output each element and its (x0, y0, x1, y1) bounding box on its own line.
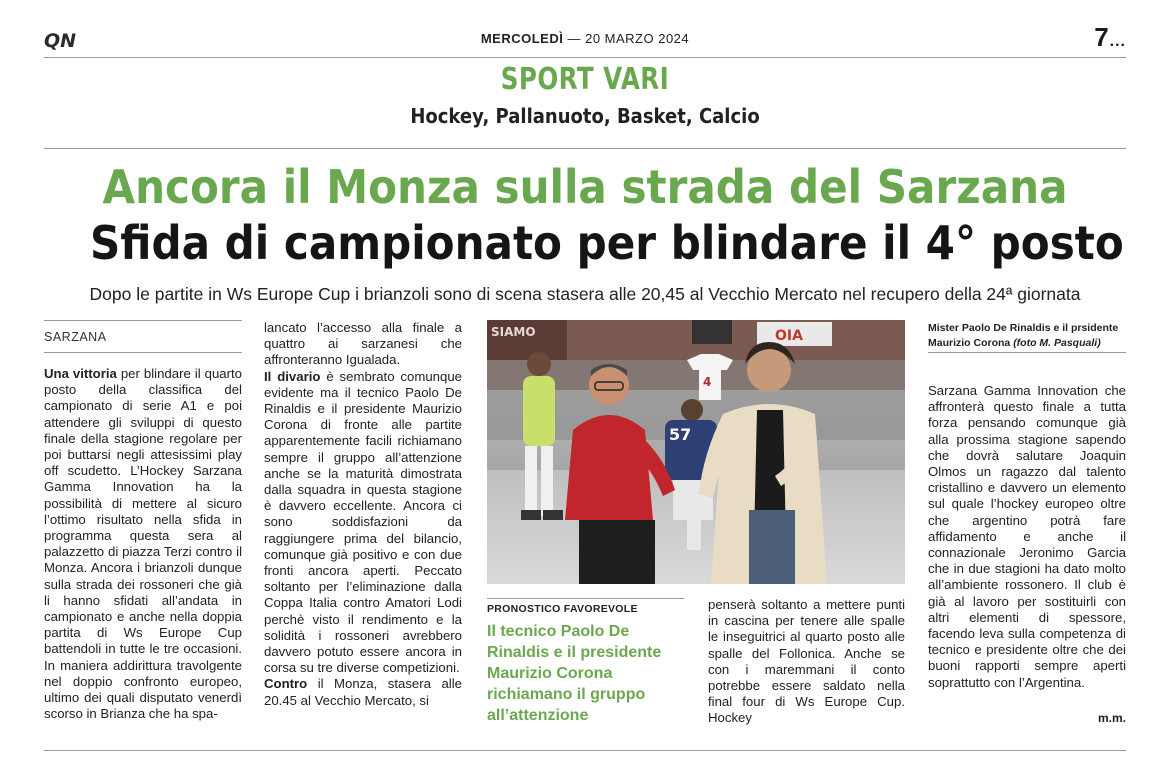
dateline-rule-bottom (44, 352, 242, 353)
page-continue-mark: ... (1109, 33, 1126, 50)
col2-p3-text: il Monza, stasera alle 20.45 al Vecchio Mercato, si (264, 676, 462, 708)
col2-paragraph-3 (264, 676, 462, 708)
article-column-4 (708, 597, 905, 727)
page-number (1094, 22, 1126, 53)
photo-caption (928, 321, 1126, 351)
photo-illustration (487, 320, 905, 584)
col2-p2-lead: Il divario (264, 368, 321, 384)
article-column-1 (44, 366, 242, 722)
section-title: SPORT VARI (500, 62, 670, 97)
footer-rule (44, 750, 1126, 751)
col4-paragraph: penserà soltanto a mettere punti in cascina per tenere alle spalle le inseguitrici al quarto posto alle spalle del Follonica. Anche se con i maremmani il conto potrebbe essere saldato nella final four di Ws Europe Cup. Hockey (708, 597, 905, 726)
issue-date-value: 20 MARZO 2024 (585, 31, 690, 46)
jersey-number: 57 (669, 425, 692, 444)
caption-rule (928, 352, 1126, 353)
article-column-2 (264, 320, 462, 709)
author-signature: m.m. (1097, 711, 1126, 725)
wall-text: SIAMO (491, 325, 536, 339)
dateline-rule-top (44, 320, 242, 321)
page-number-value: 7 (1094, 22, 1110, 52)
caption-text: Mister Paolo De Rinaldis e il prsidente Maurizio Corona (928, 322, 1119, 349)
pullquote-rule (487, 598, 684, 599)
col1-lead: Una vittoria (44, 366, 117, 381)
headline-green: Ancora il Monza sulla strada del Sarzana (102, 160, 1068, 214)
banner-text: OIA (775, 328, 803, 344)
issue-weekday: MERCOLEDÌ (480, 31, 564, 46)
section-rule (44, 148, 1126, 149)
col2-p2-text: è sembrato comunque evidente ma il tecnico Paolo De Rinaldis e il presidente Maurizio Corona di fronte alle partite apparentemente facili richiamano sempre il gruppo all’attenzione anche se la maturità dimostrata dalla squadra in questa stagione è davvero eccellente. Ancora ci sono soddisfazioni da raggiungere prima del bilancio, comunque già positivo e con due fronti ancora aperti. Peccato soltanto per l’eliminazione dalla Coppa Italia contro Amatori Lodi perchè visto il rendimento e la solidità i rossoneri avrebbero davvero potuto essere ancora in corsa su tre diverse competizioni. (264, 368, 462, 676)
col1-paragraph (44, 366, 242, 722)
article-photo (487, 320, 905, 584)
pullquote-text: Il tecnico Paolo De Rinaldis e il presidente Maurizio Corona richiamano il gruppo all’attenzione (487, 623, 662, 724)
header-rule (44, 57, 1126, 58)
article-deck: Dopo le partite in Ws Europe Cup i brianzoli sono di scena stasera alle 20,45 al Vecchio Mercato nel recupero della 24ª giornata (89, 284, 1081, 304)
col2-paragraph-2 (264, 369, 462, 677)
logo-text: QN (44, 30, 77, 51)
dateline: SARZANA (44, 330, 107, 344)
section-subtitle: Hockey, Pallanuoto, Basket, Calcio (410, 104, 760, 128)
article-column-5 (928, 383, 1126, 691)
photo-credit: (foto M. Pasquali) (1013, 337, 1101, 349)
col2-intro: lancato l’accesso alla finale a quattro ai sarzanesi che affronteranno Igualada. (264, 320, 462, 368)
col1-text: per blindare il quarto posto della classifica del campionato di serie A1 e poi attendere gli sviluppi di questo finale della stagione regolare per poi buttarsi negli attesissimi play off scudetto. L’Hockey Sarzana Gamma Innovation ha la possibilità di mettere al sicuro l’ottimo risultato nella sfida in programma questa sera al palazzetto di piazza Terzi contro il Monza. Ancora i brianzoli dunque sulla strada dei rossoneri che già li hanno sfidati all’andata in campionato e anche nella doppia partita di Ws Europe Cup battendoli in tutte le tre occasioni. In maniera addirittura travolgente nel doppio confronto europeo, ultimo dei quali disputato venerdì scorso in Brianza che ha spa- (44, 366, 242, 722)
pullquote-label: PRONOSTICO FAVOREVOLE (487, 603, 638, 615)
col5-paragraph: Sarzana Gamma Innovation che affronterà questo finale a tutta forza pensando comunque già alla prossima stagione sapendo che dovrà salutare Joaquin Olmos un ragazzo dal talento cristallino e davvero un elemento sul quale l’hockey europeo oltre che argentino potrà fare affidamento e anche il connazionale Jeronimo Garcia che in due stagioni ha dato molto all’ambiente rossonero. Il club è già al lavoro per sostituirli con altri elementi di spessore, facendo leva sulla competenza di tecnico e presidente oltre che dei buoni rapporti sempre aperti soprattutto con l’Argentina. (928, 383, 1126, 690)
shirt-number: 4 (703, 375, 712, 389)
issue-date (0, 31, 1170, 46)
date-separator: — (567, 31, 581, 46)
col2-p3-lead: Contro (264, 676, 308, 692)
headline-black: Sfida di campionato per blindare il 4° posto (89, 216, 1124, 270)
